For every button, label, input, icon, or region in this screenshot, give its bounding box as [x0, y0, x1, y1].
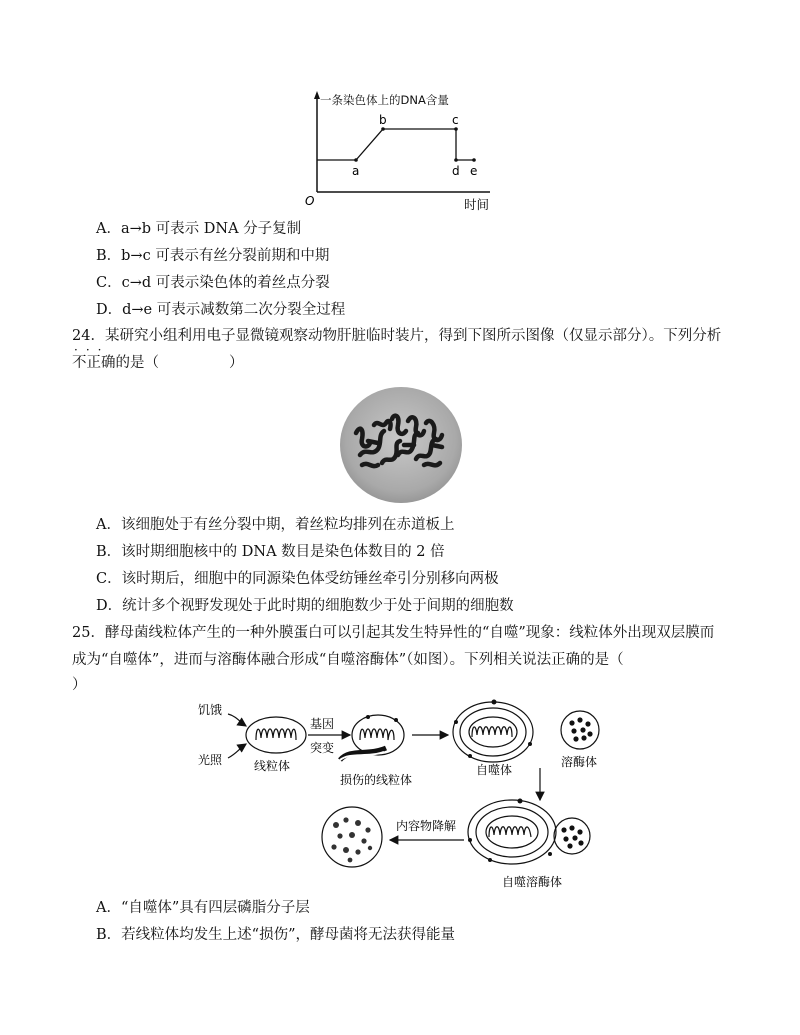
- label-degrade: 内容物降解: [396, 819, 457, 833]
- graph-point-b: b: [379, 113, 387, 127]
- label-hunger: 饥饿: [198, 703, 223, 717]
- q24-option-c: C．该时期后，细胞中的同源染色体受纺锤丝牵引分别移向两极: [96, 571, 499, 587]
- q24-option-a: A．该细胞处于有丝分裂中期，着丝粒均排列在赤道板上: [96, 517, 455, 533]
- graph-y-label: 一条染色体上的DNA含量: [320, 93, 449, 107]
- label-mutation: 突变: [310, 741, 335, 755]
- label-autophagosome: 自噬体: [476, 763, 513, 777]
- q24-option-d: D．统计多个视野发现处于此时期的细胞数少于处于间期的细胞数: [96, 598, 514, 614]
- label-lysosome: 溶酶体: [561, 755, 598, 769]
- q25-stem-line1: 25．酵母菌线粒体产生的一种外膜蛋白可以引起其发生特异性的“自噬”现象：线粒体外出现双层膜而: [72, 625, 715, 641]
- q24-stem-line1: 24．某研究小组利用电子显微镜观察动物肝脏临时装片，得到下图所示图像（仅显示部分）。下列分析: [72, 328, 722, 344]
- q23-option-a: A．a→b 可表示 DNA 分子复制: [96, 221, 302, 237]
- q23-option-c: C．c→d 可表示染色体的着丝点分裂: [96, 275, 330, 291]
- graph-point-a: a: [352, 164, 360, 178]
- q23-option-d: D．d→e 可表示减数第二次分裂全过程: [96, 302, 346, 318]
- emphasis-dots: ···: [74, 343, 110, 357]
- graph-point-d: d: [452, 164, 460, 178]
- q25-option-b: B．若线粒体均发生上述“损伤”，酵母菌将无法获得能量: [96, 927, 455, 943]
- graph-point-e: e: [470, 164, 478, 178]
- label-damaged-mito: 损伤的线粒体: [340, 773, 413, 787]
- graph-origin: O: [305, 194, 315, 208]
- q24-stem-close: ）: [229, 355, 244, 371]
- q25-option-a: A．“自噬体”具有四层磷脂分子层: [96, 900, 310, 916]
- q24-stem-line2: [72, 353, 244, 373]
- dna-content-graph: [300, 85, 500, 215]
- q25-stem-line2: 成为“自噬体”，进而与溶酶体融合形成“自噬溶酶体”（如图）。下列相关说法正确的是（: [72, 652, 624, 668]
- label-mitochondrion: 线粒体: [254, 759, 291, 773]
- q24-stem-tail: 的是（: [115, 355, 159, 371]
- label-light: 光照: [198, 753, 223, 767]
- graph-point-c: c: [452, 113, 459, 127]
- autophagy-diagram: [190, 690, 610, 890]
- q23-option-b: B．b→c 可表示有丝分裂前期和中期: [96, 248, 330, 264]
- q25-stem-line3: ）: [72, 677, 87, 693]
- q24-stem-emphasis: 不正确: [72, 355, 116, 371]
- q24-option-b: B．该时期细胞核中的 DNA 数目是染色体数目的 2 倍: [96, 544, 445, 560]
- metaphase-cell-image: [338, 385, 464, 505]
- graph-x-label: 时间: [464, 197, 490, 212]
- label-gene: 基因: [310, 717, 335, 731]
- label-autolysosome: 自噬溶酶体: [502, 875, 563, 889]
